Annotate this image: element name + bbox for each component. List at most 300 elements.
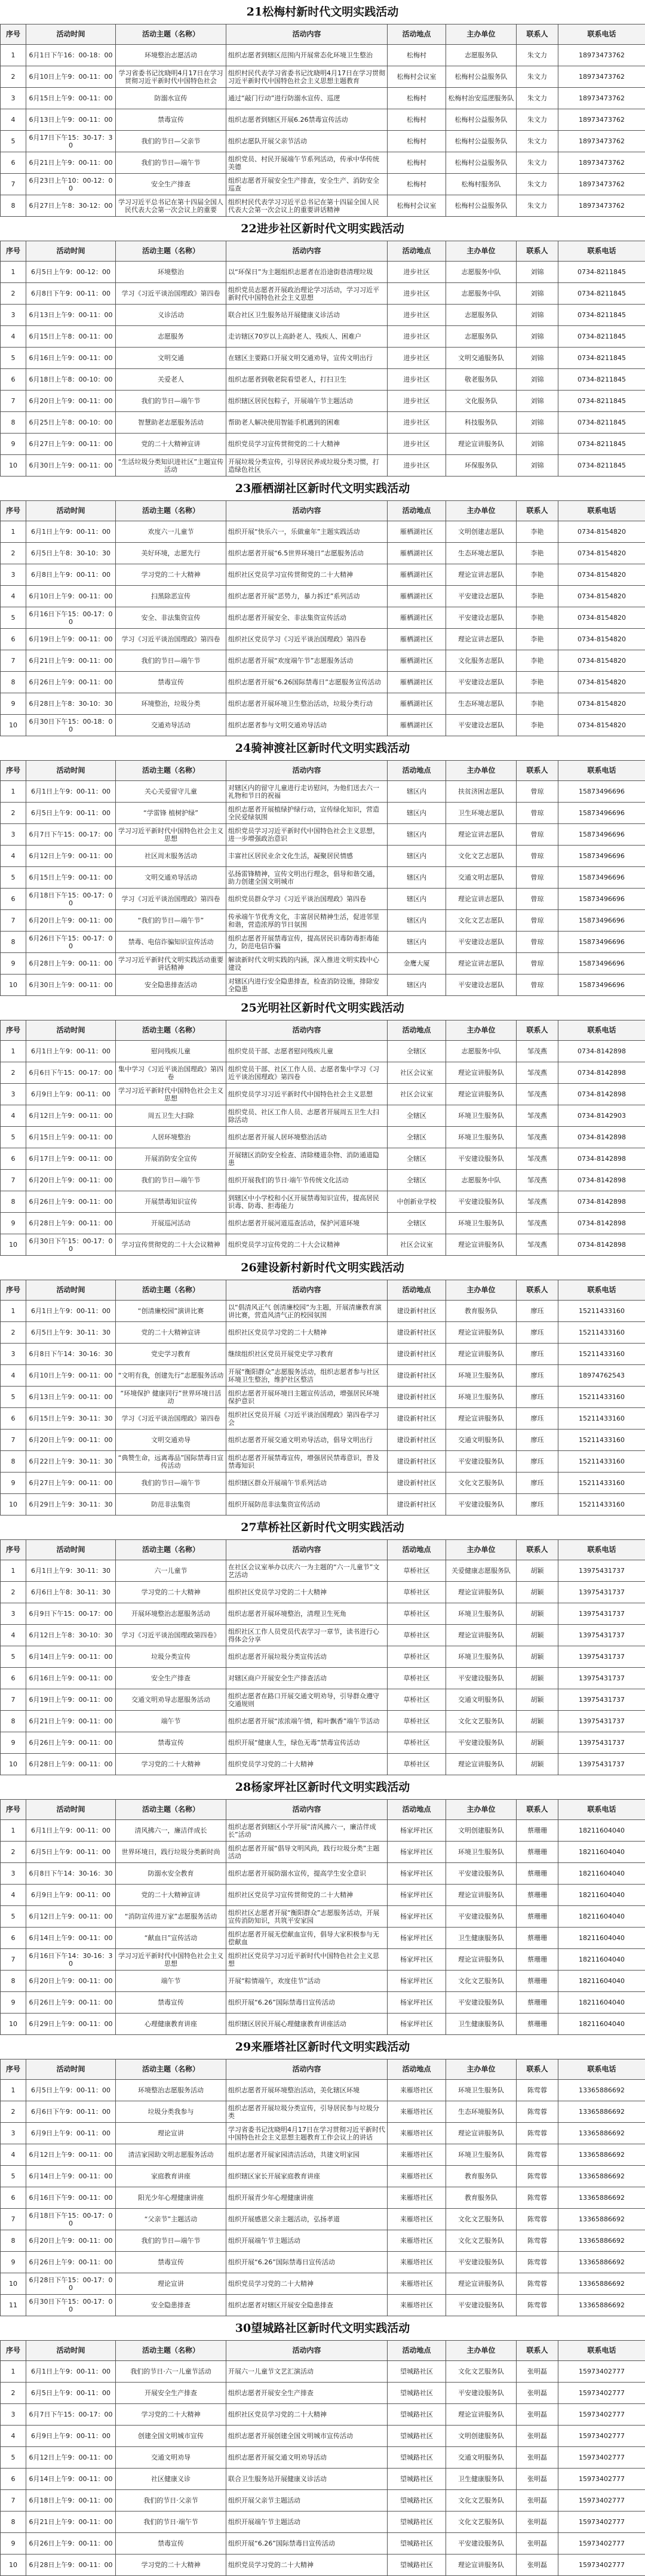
section-title: 30望城路社区新时代文明实践活动 [0, 2316, 645, 2340]
section-title: 22进步社区新时代文明实践活动 [0, 217, 645, 241]
col-organizer-cell: 理论宣讲志愿队 [446, 824, 517, 846]
col-location-cell: 望城路社区 [388, 2490, 446, 2512]
col-content-cell: 组织党员学习宣传贯彻党的二十大精神 [226, 434, 388, 455]
col-theme-cell: 安全隐患排查 [116, 2295, 226, 2316]
header-cell-location: 活动地点 [388, 1020, 446, 1041]
col-serial-cell: 7 [1, 910, 26, 932]
header-cell-time: 活动时间 [26, 1020, 116, 1041]
col-phone-cell: 15211433160 [558, 1344, 645, 1365]
col-serial-cell: 2 [1, 2383, 26, 2404]
col-theme-cell: 学习习近平新时代文明实践活动重要讲话精神 [116, 953, 226, 975]
col-content-cell: 组织辖区家长开展家庭教育讲座 [226, 2166, 388, 2187]
col-theme-cell: 党的二十大精神宣讲 [116, 1322, 226, 1344]
col-theme-cell: 学习党的二十大精神 [116, 2404, 226, 2426]
col-theme-cell: 安全生产排查 [116, 174, 226, 195]
col-theme-cell: “文明有我，创建先行”志愿服务活动 [116, 1365, 226, 1387]
col-content-cell: 组织志愿者开展“浓浓端午情，粽叶飘香”端午节活动 [226, 1711, 388, 1732]
col-contact-cell: 张明磊 [517, 2469, 558, 2490]
col-time-cell: 6月26日上午9：00-11：00 [26, 2252, 116, 2273]
col-content-cell: 组织开展“6.26”国际禁毒日宣传活动 [226, 1992, 388, 2014]
table-row [1, 867, 645, 889]
col-phone-cell: 18211604040 [558, 1885, 645, 1906]
col-contact-cell: 廖珏 [517, 1344, 558, 1365]
activity-section [0, 1516, 645, 1775]
col-serial-cell: 5 [1, 2166, 26, 2187]
header-cell-content: 活动内容 [226, 1020, 388, 1041]
col-theme-cell: 环境整治志愿服务活动 [116, 2080, 226, 2101]
table-row [1, 1732, 645, 1754]
col-content-cell: 组织社区党员学习习近平新时代中国特色社会主义思想 [226, 1949, 388, 1971]
col-phone-cell: 0734-8154820 [558, 629, 645, 650]
col-theme-cell: 清风拂六一，廉洁伴成长 [116, 1820, 226, 1842]
header-cell-organizer: 主办单位 [446, 1020, 517, 1041]
table-row [1, 1560, 645, 1582]
col-phone-cell: 15873496696 [558, 867, 645, 889]
col-theme-cell: 我们的节日·端午节 [116, 2512, 226, 2533]
col-time-cell: 6月5日上午9：00-11：00 [26, 1842, 116, 1863]
col-phone-cell: 0734-8154820 [558, 672, 645, 693]
col-contact-cell: 陈莺蓉 [517, 2252, 558, 2273]
col-serial-cell: 8 [1, 1191, 26, 1213]
table-row [1, 2209, 645, 2230]
table-row [1, 45, 645, 66]
header-cell-serial: 序号 [1, 761, 26, 781]
col-theme-cell: “我们的节日—端午节” [116, 910, 226, 932]
col-contact-cell: 胡颖 [517, 1754, 558, 1775]
col-serial-cell: 8 [1, 2230, 26, 2252]
col-serial-cell: 5 [1, 1127, 26, 1148]
header-cell-organizer: 主办单位 [446, 241, 517, 262]
col-time-cell: 6月29日上午9：30-11：30 [26, 1494, 116, 1516]
col-contact-cell: 廖珏 [517, 1301, 558, 1322]
col-content-cell: 传承端午节优秀文化，丰富居民精神生活，促进邻里和谐，营造浓厚的节日氛围 [226, 910, 388, 932]
col-serial-cell: 10 [1, 1234, 26, 1256]
col-organizer-cell: 理论宣讲志愿队 [446, 629, 517, 650]
col-organizer-cell: 文化文艺服务队 [446, 2209, 517, 2230]
col-theme-cell: 家庭教育讲座 [116, 2166, 226, 2187]
col-location-cell: 辖区内 [388, 910, 446, 932]
col-contact-cell: 陈莺蓉 [517, 2123, 558, 2144]
table-row [1, 2512, 645, 2533]
col-serial-cell: 11 [1, 2295, 26, 2316]
col-contact-cell: 陈莺蓉 [517, 2273, 558, 2295]
col-location-cell: 望城路社区 [388, 2512, 446, 2533]
col-serial-cell: 4 [1, 2144, 26, 2166]
col-serial-cell: 10 [1, 975, 26, 996]
table-row [1, 586, 645, 607]
col-serial-cell: 7 [1, 1689, 26, 1711]
col-contact-cell: 胡颖 [517, 1732, 558, 1754]
col-location-cell: 辖区内 [388, 889, 446, 910]
col-location-cell: 松梅村 [388, 45, 446, 66]
col-phone-cell: 0734-8142898 [558, 1191, 645, 1213]
col-serial-cell: 9 [1, 953, 26, 975]
table-row [1, 195, 645, 217]
header-cell-theme: 活动主题（名称） [116, 2341, 226, 2361]
col-location-cell: 进步社区 [388, 434, 446, 455]
col-serial-cell: 2 [1, 66, 26, 88]
col-content-cell: 组织社区党员开展《习近平谈治国理政》第四卷学习会 [226, 1408, 388, 1430]
col-location-cell: 进步社区 [388, 348, 446, 369]
table-row [1, 1906, 645, 1928]
col-time-cell: 6月7日下午15：00-17：00 [26, 2404, 116, 2426]
col-serial-cell: 7 [1, 1949, 26, 1971]
col-contact-cell: 张明磊 [517, 2490, 558, 2512]
col-phone-cell: 0734-8211845 [558, 305, 645, 326]
col-theme-cell: 学习《习近平谈治国理政》第四卷 [116, 283, 226, 305]
header-cell-serial: 序号 [1, 501, 26, 521]
col-location-cell: 进步社区 [388, 455, 446, 477]
col-contact-cell: 李艳 [517, 586, 558, 607]
col-time-cell: 6月26日上午9：00-11：00 [26, 1732, 116, 1754]
table-row [1, 1322, 645, 1344]
col-location-cell: 全辖区 [388, 1148, 446, 1170]
col-serial-cell: 9 [1, 1473, 26, 1494]
col-phone-cell: 0734-8211845 [558, 434, 645, 455]
col-time-cell: 6月16日下午14：30-16：30 [26, 1949, 116, 1971]
col-location-cell: 辖区内 [388, 846, 446, 867]
col-serial-cell: 4 [1, 326, 26, 348]
col-serial-cell: 3 [1, 1084, 26, 1105]
col-phone-cell: 15873496696 [558, 846, 645, 867]
col-content-cell: 组织开展父亲节主题活动 [226, 2490, 388, 2512]
col-contact-cell: 张明磊 [517, 2447, 558, 2469]
col-serial-cell: 9 [1, 1992, 26, 2014]
col-location-cell: 建设新村社区 [388, 1322, 446, 1344]
col-theme-cell: 理论宣讲 [116, 2123, 226, 2144]
col-time-cell: 6月26日下午15：00-17：00 [26, 932, 116, 953]
col-theme-cell: 开展消防安全宣传 [116, 1148, 226, 1170]
col-organizer-cell: 理论宣讲服务队 [446, 2404, 517, 2426]
col-phone-cell: 15973402777 [558, 2469, 645, 2490]
header-cell-phone: 联系电话 [558, 761, 645, 781]
col-contact-cell: 陈莺蓉 [517, 2209, 558, 2230]
col-location-cell: 雁栖湖社区 [388, 629, 446, 650]
col-serial-cell: 1 [1, 45, 26, 66]
col-contact-cell: 陈莺蓉 [517, 2144, 558, 2166]
col-contact-cell: 胡颖 [517, 1582, 558, 1603]
col-contact-cell: 邹茂燕 [517, 1084, 558, 1105]
col-phone-cell: 18973473762 [558, 131, 645, 152]
col-location-cell: 草桥社区 [388, 1711, 446, 1732]
col-phone-cell: 0734-8211845 [558, 283, 645, 305]
col-location-cell: 杨家坪社区 [388, 1949, 446, 1971]
col-location-cell: 草桥社区 [388, 1625, 446, 1646]
table-row [1, 174, 645, 195]
col-location-cell: 进步社区 [388, 326, 446, 348]
col-organizer-cell: 交通文明服务队 [446, 2447, 517, 2469]
col-content-cell: 组织党员学习党的二十大精神 [226, 2555, 388, 2576]
col-content-cell: 组织开展青少年心理健康讲座 [226, 2187, 388, 2209]
table-row [1, 1451, 645, 1473]
table-row [1, 2252, 645, 2273]
activity-table [0, 241, 645, 477]
col-time-cell: 6月17日上午9：00-11：00 [26, 1148, 116, 1170]
col-theme-cell: 安全、非法集资宣传 [116, 607, 226, 629]
col-theme-cell: 禁毒宣传 [116, 1732, 226, 1754]
col-contact-cell: 刘锦 [517, 412, 558, 434]
col-contact-cell: 蔡珊珊 [517, 1928, 558, 1949]
col-organizer-cell: 交通文明服务队 [446, 1689, 517, 1711]
col-contact-cell: 刘锦 [517, 305, 558, 326]
col-theme-cell: 防溺水安全教育 [116, 1863, 226, 1885]
col-location-cell: 建设新村社区 [388, 1473, 446, 1494]
col-contact-cell: 陈莺蓉 [517, 2101, 558, 2123]
col-time-cell: 6月13日上午9：00-11：00 [26, 305, 116, 326]
col-theme-cell: 我们的节日—端午节 [116, 650, 226, 672]
col-phone-cell: 0734-8211845 [558, 455, 645, 477]
col-serial-cell: 10 [1, 715, 26, 736]
col-serial-cell: 6 [1, 629, 26, 650]
col-content-cell: 组织志愿者开展“6.26国际禁毒日”志愿服务宣传活动 [226, 672, 388, 693]
col-theme-cell: 开展安全生产排查 [116, 2383, 226, 2404]
col-location-cell: 建设新村社区 [388, 1408, 446, 1430]
col-phone-cell: 13365886692 [558, 2187, 645, 2209]
col-location-cell: 社区会议室 [388, 1062, 446, 1084]
col-location-cell: 来雁塔社区 [388, 2080, 446, 2101]
col-content-cell: 组织辖区居民包粽子，开展端午节主题活动 [226, 391, 388, 412]
col-organizer-cell: 环境卫生服务队 [446, 2144, 517, 2166]
col-phone-cell: 18974762543 [558, 1365, 645, 1387]
col-organizer-cell: 文化服务队 [446, 391, 517, 412]
col-time-cell: 6月14日上午9：00-11：00 [26, 2469, 116, 2490]
col-serial-cell: 3 [1, 1863, 26, 1885]
col-content-cell: 组织志愿者在路口开展交通文明劝导，引导群众遵守交通规则 [226, 1689, 388, 1711]
col-serial-cell: 4 [1, 1105, 26, 1127]
col-contact-cell: 李艳 [517, 607, 558, 629]
header-cell-serial: 序号 [1, 1280, 26, 1301]
col-serial-cell: 9 [1, 1732, 26, 1754]
col-phone-cell: 15973402777 [558, 2512, 645, 2533]
col-content-cell: 通过“敲门行动”进行防溺水宣传、巡逻 [226, 88, 388, 109]
header-cell-contact: 联系人 [517, 2341, 558, 2361]
col-theme-cell: 学习习近平新时代中国特色社会主义思想 [116, 1949, 226, 1971]
col-location-cell: 杨家坪社区 [388, 1992, 446, 2014]
col-phone-cell: 13365886692 [558, 2252, 645, 2273]
header-cell-organizer: 主办单位 [446, 1540, 517, 1560]
col-content-cell: 组织村民代表学习习近平总书记在第十四届全国人民代表大会第一次会议上的重要讲话精神 [226, 195, 388, 217]
col-theme-cell: 学习党的二十大精神 [116, 2555, 226, 2576]
section-title: 21松梅村新时代文明实践活动 [0, 0, 645, 24]
col-phone-cell: 13975431737 [558, 1603, 645, 1625]
col-phone-cell: 0734-8142898 [558, 1213, 645, 1234]
header-cell-location: 活动地点 [388, 1800, 446, 1820]
col-phone-cell: 13365886692 [558, 2166, 645, 2187]
col-organizer-cell: 理论宣讲服务队 [446, 2273, 517, 2295]
col-serial-cell: 5 [1, 1387, 26, 1408]
col-content-cell: 组织开展端午节主题活动 [226, 2230, 388, 2252]
table-row [1, 2533, 645, 2555]
col-serial-cell: 7 [1, 174, 26, 195]
col-location-cell: 望城路社区 [388, 2383, 446, 2404]
table-row [1, 824, 645, 846]
col-serial-cell: 5 [1, 348, 26, 369]
col-time-cell: 6月10日上午9：00-11：00 [26, 1365, 116, 1387]
col-content-cell: 组织党员志愿者开展政治理论学习活动，学习习近平新时代中国特色社会主义思想 [226, 283, 388, 305]
col-content-cell: 组织党员学习党的二十大精神 [226, 1754, 388, 1775]
col-organizer-cell: 关爱健康志愿服务队 [446, 1560, 517, 1582]
col-theme-cell: 扫黑除恶宣传 [116, 586, 226, 607]
col-location-cell: 全辖区 [388, 1213, 446, 1234]
col-phone-cell: 0734-8142898 [558, 1234, 645, 1256]
col-time-cell: 6月29日上午9：00-11：00 [26, 2014, 116, 2035]
col-phone-cell: 0734-8142898 [558, 1041, 645, 1062]
col-contact-cell: 曾琼 [517, 953, 558, 975]
col-serial-cell: 10 [1, 455, 26, 477]
col-theme-cell: 开展环境整治志愿服务活动 [116, 1603, 226, 1625]
col-phone-cell: 0734-8211845 [558, 369, 645, 391]
col-location-cell: 中创新业学校 [388, 1191, 446, 1213]
col-time-cell: 6月15日上午9：00-11：00 [26, 1127, 116, 1148]
col-location-cell: 辖区内 [388, 867, 446, 889]
col-time-cell: 6月15日上午9：00-11：00 [26, 867, 116, 889]
col-location-cell: 杨家坪社区 [388, 1863, 446, 1885]
col-phone-cell: 18973473762 [558, 66, 645, 88]
col-serial-cell: 2 [1, 1322, 26, 1344]
col-organizer-cell: 理论宣讲服务队 [446, 1408, 517, 1430]
col-phone-cell: 0734-8142898 [558, 1170, 645, 1191]
col-theme-cell: 党的二十大精神宣讲 [116, 434, 226, 455]
col-theme-cell: 欢度六一儿童节 [116, 521, 226, 543]
col-phone-cell: 0734-8154820 [558, 521, 645, 543]
col-time-cell: 6月18日下午15：00-17：00 [26, 889, 116, 910]
header-cell-time: 活动时间 [26, 1280, 116, 1301]
header-cell-time: 活动时间 [26, 241, 116, 262]
header-cell-location: 活动地点 [388, 1540, 446, 1560]
col-time-cell: 6月9日上午9：00-11：00 [26, 1885, 116, 1906]
col-content-cell: 组织党员学习宣传党的二十大会议精神 [226, 1234, 388, 1256]
col-location-cell: 辖区内 [388, 803, 446, 824]
col-location-cell: 来雁塔社区 [388, 2123, 446, 2144]
col-organizer-cell: 平安建设志愿队 [446, 715, 517, 736]
col-phone-cell: 15211433160 [558, 1322, 645, 1344]
col-location-cell: 建设新村社区 [388, 1344, 446, 1365]
col-content-cell: 组织社区党员学习宣传贯彻党的二十大精神 [226, 1885, 388, 1906]
col-phone-cell: 15873496696 [558, 781, 645, 803]
col-theme-cell: 人居环境整治 [116, 1127, 226, 1148]
col-theme-cell: 学习《习近平谈治国理政》第四卷 [116, 1408, 226, 1430]
col-contact-cell: 胡颖 [517, 1603, 558, 1625]
col-theme-cell: 慰问残疾儿童 [116, 1041, 226, 1062]
col-theme-cell: 交通文明劝导 [116, 2447, 226, 2469]
col-organizer-cell: 生态环境志愿队 [446, 543, 517, 564]
table-row [1, 2447, 645, 2469]
col-organizer-cell: 平安建设服务队 [446, 1732, 517, 1754]
col-contact-cell: 胡颖 [517, 1689, 558, 1711]
col-serial-cell: 7 [1, 1430, 26, 1451]
col-serial-cell: 8 [1, 412, 26, 434]
col-theme-cell: 端午节 [116, 1711, 226, 1732]
table-row [1, 781, 645, 803]
col-contact-cell: 张明磊 [517, 2512, 558, 2533]
table-header-row [1, 241, 645, 262]
col-serial-cell: 3 [1, 2404, 26, 2426]
col-phone-cell: 18973473762 [558, 195, 645, 217]
col-contact-cell: 张明磊 [517, 2404, 558, 2426]
col-serial-cell: 6 [1, 2187, 26, 2209]
col-location-cell: 雁栖湖社区 [388, 607, 446, 629]
col-location-cell: 草桥社区 [388, 1754, 446, 1775]
col-location-cell: 社区会议室 [388, 1234, 446, 1256]
activity-table [0, 24, 645, 217]
col-content-cell: 组织志愿者开展环境整治活动，美化辖区环境 [226, 2080, 388, 2101]
col-theme-cell: 安全生产排查 [116, 1668, 226, 1689]
col-location-cell: 杨家坪社区 [388, 2014, 446, 2035]
header-cell-content: 活动内容 [226, 761, 388, 781]
col-content-cell: 组织党员群众学习《习近平谈治国理政》第四卷 [226, 889, 388, 910]
col-serial-cell: 2 [1, 1582, 26, 1603]
col-location-cell: 全辖区 [388, 1105, 446, 1127]
col-time-cell: 6月20日上午9：00-11：00 [26, 2230, 116, 2252]
header-cell-contact: 联系人 [517, 2059, 558, 2080]
col-time-cell: 6月9日上午9：00-11：00 [26, 2123, 116, 2144]
col-content-cell: 开展辖区消防安全检查、清除楼道杂物、消防通道隐患 [226, 1148, 388, 1170]
col-location-cell: 全辖区 [388, 1127, 446, 1148]
col-phone-cell: 13975431737 [558, 1582, 645, 1603]
col-contact-cell: 蔡珊珊 [517, 1971, 558, 1992]
table-row [1, 1603, 645, 1625]
header-cell-content: 活动内容 [226, 2059, 388, 2080]
col-time-cell: 6月26日上午9：00-11：00 [26, 1992, 116, 2014]
col-theme-cell: 文明交通劝导活动 [116, 867, 226, 889]
header-cell-organizer: 主办单位 [446, 1280, 517, 1301]
col-serial-cell: 8 [1, 195, 26, 217]
col-organizer-cell: 平安建设志愿队 [446, 586, 517, 607]
header-cell-phone: 联系电话 [558, 1280, 645, 1301]
col-contact-cell: 朱文力 [517, 174, 558, 195]
col-organizer-cell: 卫生环境志愿队 [446, 803, 517, 824]
table-row [1, 283, 645, 305]
col-organizer-cell: 平安建设服务队 [446, 1451, 517, 1473]
col-content-cell: 学习省委书记沈晓明4月17日在学习贯彻习近平新时代中国特色社会主义思想主题教育工作会议上的讲话 [226, 2123, 388, 2144]
col-phone-cell: 18211604040 [558, 1906, 645, 1928]
col-theme-cell: 社区周末服务活动 [116, 846, 226, 867]
col-serial-cell: 10 [1, 2555, 26, 2576]
col-organizer-cell: 交通文明服务队 [446, 1430, 517, 1451]
col-location-cell: 建设新村社区 [388, 1430, 446, 1451]
col-organizer-cell: 理论宣讲服务队 [446, 1754, 517, 1775]
col-time-cell: 6月12日上午9：00-11：00 [26, 1105, 116, 1127]
table-row [1, 1971, 645, 1992]
col-location-cell: 望城路社区 [388, 2361, 446, 2383]
col-location-cell: 雁栖湖社区 [388, 650, 446, 672]
col-contact-cell: 朱文力 [517, 195, 558, 217]
col-organizer-cell: 平安建设服务队 [446, 1906, 517, 1928]
table-row [1, 1689, 645, 1711]
header-cell-location: 活动地点 [388, 24, 446, 45]
col-phone-cell: 13975431737 [558, 1711, 645, 1732]
col-location-cell: 杨家坪社区 [388, 1820, 446, 1842]
col-content-cell: 开展六一儿童节文艺汇演活动 [226, 2361, 388, 2383]
col-serial-cell: 1 [1, 781, 26, 803]
col-content-cell: 组织党员干部、社区工作人员、志愿者集中学习《习近平谈治国理政》第四卷 [226, 1062, 388, 1084]
col-theme-cell: 我们的节日—端午节 [116, 1170, 226, 1191]
col-content-cell: 组织辖区居民开展心理健康教育讲座活动 [226, 2014, 388, 2035]
col-phone-cell: 15873496696 [558, 910, 645, 932]
col-time-cell: 6月1日上午9：00-11：00 [26, 2361, 116, 2383]
col-content-cell: 以“倡清风正气 创清廉校园”为主题，开展清廉教育演讲比赛，营造风清气正的校园氛围 [226, 1301, 388, 1322]
table-row [1, 1344, 645, 1365]
col-time-cell: 6月30日上午9：00-11：00 [26, 975, 116, 996]
header-cell-phone: 联系电话 [558, 24, 645, 45]
header-cell-organizer: 主办单位 [446, 501, 517, 521]
col-time-cell: 6月28日下午15：00-17：00 [26, 2273, 116, 2295]
section-title: 25光明社区新时代文明实践活动 [0, 996, 645, 1020]
col-serial-cell: 5 [1, 1906, 26, 1928]
table-row [1, 910, 645, 932]
header-cell-phone: 联系电话 [558, 2341, 645, 2361]
col-phone-cell: 18973473762 [558, 45, 645, 66]
